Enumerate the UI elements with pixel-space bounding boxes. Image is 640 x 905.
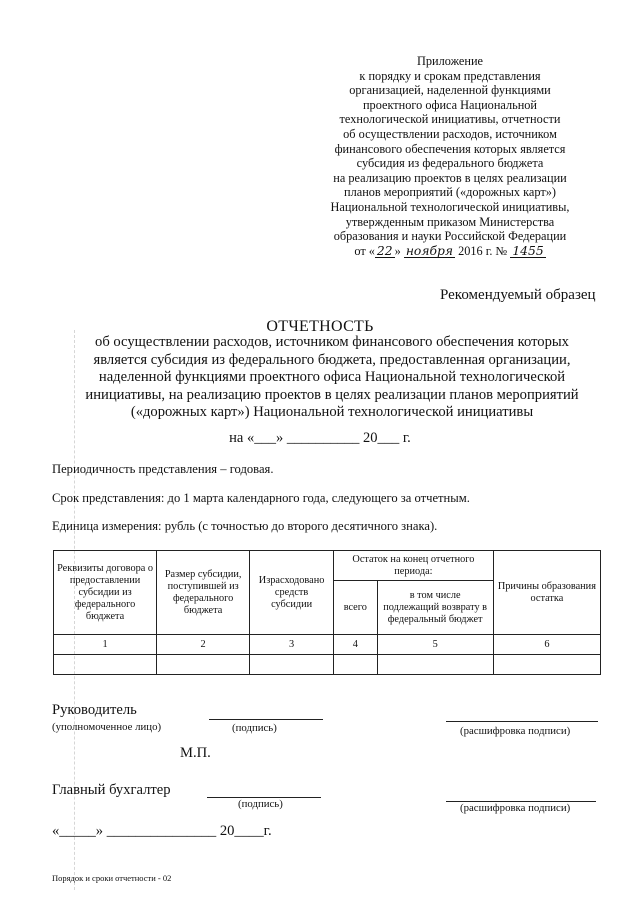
empty-cell[interactable] xyxy=(250,655,334,675)
appendix-block xyxy=(300,54,600,258)
appendix-line: планов мероприятий («дорожных карт») xyxy=(344,185,556,200)
accountant-signature-caption: (подпись) xyxy=(238,798,283,810)
empty-cell[interactable] xyxy=(157,655,250,675)
appendix-line: финансового обеспечения которых является xyxy=(334,141,566,156)
appendix-line: Приложение xyxy=(417,54,483,68)
column-number: 4 xyxy=(334,635,377,655)
order-day: 22 xyxy=(376,243,393,258)
order-month: ноября xyxy=(405,243,453,258)
column-number: 3 xyxy=(250,635,334,655)
subtitle-line: наделенной функциями проектного офиса Национальной технологической xyxy=(98,369,566,386)
accountant-label: Главный бухгалтер xyxy=(52,782,171,798)
order-prefix: от « xyxy=(354,243,375,258)
header-spent: Израсходовано средств субсидии xyxy=(250,551,334,635)
header-reasons: Причины образования остатка xyxy=(493,551,600,635)
unit-text: Единица измерения: рубль (с точностью до второго десятичного знака). xyxy=(52,519,438,533)
appendix-line: проектного офиса Национальной xyxy=(362,97,538,112)
subtitle-line: («дорожных карт») Национальной технологической инициативы xyxy=(130,404,534,421)
header-contract-details: Реквизиты договора о предоставлении субсидии из федерального бюджета xyxy=(54,551,157,635)
subtitle-line: является субсидия из федерального бюджета, предоставленная организации, xyxy=(93,351,571,368)
subtitle-line: инициативы, на реализацию проектов в целях реализации планов мероприятий xyxy=(85,386,579,403)
appendix-line: субсидия из федерального бюджета xyxy=(356,156,544,171)
appendix-line: на реализацию проектов в целях реализации xyxy=(333,170,567,185)
appendix-line: об осуществлении расходов, источником xyxy=(343,126,557,141)
appendix-line: к порядку и срокам представления xyxy=(359,68,541,83)
deadline-text: Срок представления: до 1 марта календарного года, следующего за отчетным. xyxy=(52,491,470,505)
signature-date-line: «_____» _______________ 20____г. xyxy=(52,823,272,839)
document-subtitle xyxy=(72,334,592,422)
header-remainder-group: Остаток на конец отчетного периода: xyxy=(334,551,494,581)
head-decoding-line[interactable] xyxy=(446,721,598,722)
document-title: ОТЧЕТНОСТЬ xyxy=(266,318,374,335)
order-year: 2016 г. № xyxy=(458,243,508,258)
header-total: всего xyxy=(334,581,377,635)
footer-text: Порядок и сроки отчетности - 02 xyxy=(52,873,172,883)
header-to-return: в том числе подлежащий возврату в федеральный бюджет xyxy=(377,581,493,635)
stamp-label: М.П. xyxy=(180,745,211,761)
empty-cell[interactable] xyxy=(377,655,493,675)
empty-cell[interactable] xyxy=(493,655,600,675)
header-subsidy-amount: Размер субсидии, поступившей из федерального бюджета xyxy=(157,551,250,635)
empty-cell[interactable] xyxy=(334,655,377,675)
report-date-line: на «___» __________ 20___ г. xyxy=(229,430,411,446)
order-number: 1455 xyxy=(512,243,544,258)
head-signature-caption: (подпись) xyxy=(232,722,277,734)
head-signature-line[interactable] xyxy=(209,719,323,720)
subtitle-line: об осуществлении расходов, источником финансового обеспечения которых xyxy=(95,334,569,350)
periodicity-text: Периодичность представления – годовая. xyxy=(52,462,274,476)
appendix-line: технологической инициативы, отчетности xyxy=(339,112,561,127)
accountant-decoding-caption: (расшифровка подписи) xyxy=(460,802,571,814)
column-number: 6 xyxy=(493,635,600,655)
head-label: Руководитель xyxy=(52,702,137,718)
head-sublabel: (уполномоченное лицо) xyxy=(52,721,162,733)
empty-cell[interactable] xyxy=(54,655,157,675)
head-decoding-caption: (расшифровка подписи) xyxy=(460,725,571,737)
column-number: 1 xyxy=(54,635,157,655)
report-table xyxy=(53,550,601,675)
column-number: 5 xyxy=(377,635,493,655)
column-number: 2 xyxy=(157,635,250,655)
appendix-line: организацией, наделенной функциями xyxy=(349,83,551,98)
appendix-line: утвержденным приказом Министерства xyxy=(345,214,555,229)
sample-label: Рекомендуемый образец xyxy=(440,287,596,303)
order-date-line: от « 22 » ноября 2016 г. № 1455 xyxy=(354,243,544,258)
appendix-line: образования и науки Российской Федерации xyxy=(333,229,567,244)
appendix-line: Национальной технологической инициативы, xyxy=(330,199,570,214)
